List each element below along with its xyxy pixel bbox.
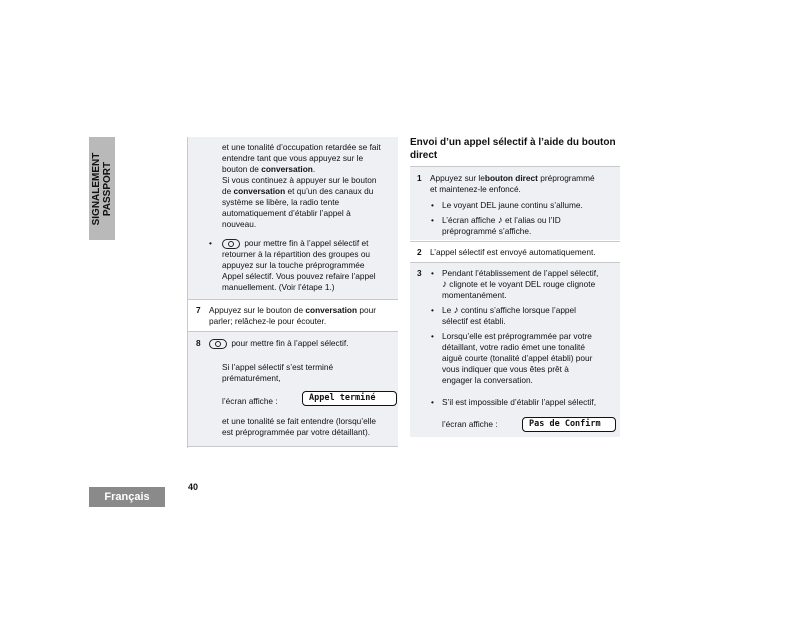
music-note-icon: ♪ bbox=[497, 215, 503, 226]
page-number: 40 bbox=[188, 482, 199, 492]
paragraph-line: bouton de conversation. bbox=[222, 164, 316, 174]
paragraph-line: entendre tant que vous appuyez sur le bbox=[222, 153, 364, 163]
bullet-line: Le ♪ continu s’affiche lorsque l’appel bbox=[442, 305, 577, 316]
section-tab-label: SIGNALEMENT PASSPORT bbox=[91, 152, 113, 225]
section-tab bbox=[89, 137, 115, 240]
bullet-line: préprogrammé s’affiche. bbox=[442, 226, 532, 236]
paragraph-line: nouveau. bbox=[222, 219, 257, 229]
bullet: • bbox=[431, 215, 434, 225]
bullet-line: L’écran affiche ♪ et l’alias ou l’ID bbox=[442, 215, 561, 226]
language-tab: Français bbox=[89, 487, 165, 507]
paragraph-line: est préprogrammée par votre détaillant). bbox=[222, 427, 371, 437]
bullet-line: engager la conversation. bbox=[442, 375, 533, 385]
screen-label: l’écran affiche : bbox=[222, 396, 278, 406]
bullet-line: manuellement. (Voir l’étape 1.) bbox=[222, 282, 335, 292]
paragraph-line: prématurément, bbox=[222, 373, 281, 383]
step-divider bbox=[188, 446, 398, 447]
lcd-display: Pas de Confirm bbox=[522, 417, 616, 432]
step-divider bbox=[410, 241, 620, 242]
paragraph-line: Si vous continuez à appuyer sur le bouton bbox=[222, 175, 377, 185]
bullet: • bbox=[209, 238, 212, 248]
home-key-icon bbox=[209, 339, 227, 349]
paragraph-line: automatiquement d’établir l’appel à bbox=[222, 208, 351, 218]
bullet-line: S’il est impossible d’établir l’appel sélectif, bbox=[442, 397, 597, 407]
step-line: Appuyez sur lebouton direct préprogrammé bbox=[430, 173, 595, 183]
bullet-line: aiguë courte (tonalité d’appel établi) pour bbox=[442, 353, 593, 363]
bullet-line: Pendant l’établissement de l’appel sélectif, bbox=[442, 268, 599, 278]
lcd-display: Appel terminé bbox=[302, 391, 397, 406]
step-line: Appuyez sur le bouton de conversation pour bbox=[209, 305, 376, 315]
bullet-line: ♪ clignote et le voyant DEL rouge clignote bbox=[442, 279, 596, 290]
bullet: • bbox=[431, 305, 434, 315]
step-number: 8 bbox=[196, 338, 201, 348]
bullet-line: détaillant, votre radio émet une tonalité bbox=[442, 342, 585, 352]
step-line: parler; relâchez-le pour écouter. bbox=[209, 316, 327, 326]
bullet-line: appuyez sur la touche préprogrammée bbox=[222, 260, 365, 270]
step-divider bbox=[188, 299, 398, 300]
bullet-line: retourner à la répartition des groupes ou bbox=[222, 249, 371, 259]
home-key-icon bbox=[222, 239, 240, 249]
step-line: et maintenez-le enfoncé. bbox=[430, 184, 521, 194]
music-note-icon: ♪ bbox=[442, 279, 447, 290]
step-number: 7 bbox=[196, 305, 201, 315]
paragraph-line: Si l’appel sélectif s’est terminé bbox=[222, 362, 334, 372]
bullet-line: vous indiquer que vous êtes prêt à bbox=[442, 364, 569, 374]
music-note-icon: ♪ bbox=[453, 305, 459, 316]
bullet: • bbox=[431, 397, 434, 407]
screen-label: l’écran affiche : bbox=[442, 419, 498, 429]
paragraph-line: système se libère, la radio tente bbox=[222, 197, 340, 207]
bullet-line: pour mettre fin à l’appel sélectif et bbox=[222, 238, 368, 249]
bullet-line: Appel sélectif. Vous pouvez refaire l’appel bbox=[222, 271, 376, 281]
step-line: pour mettre fin à l’appel sélectif. bbox=[209, 338, 348, 349]
step-line: L’appel sélectif est envoyé automatiquement. bbox=[430, 247, 596, 257]
bullet-line: Lorsqu’elle est préprogrammée par votre bbox=[442, 331, 592, 341]
paragraph-line: de conversation et qu’un des canaux du bbox=[222, 186, 374, 196]
step-number: 2 bbox=[417, 247, 422, 257]
bullet-line: Le voyant DEL jaune continu s’allume. bbox=[442, 200, 583, 210]
section-heading: Envoi d’un appel sélectif à l’aide du bouton direct bbox=[410, 137, 616, 161]
bullet-line: momentanément. bbox=[442, 290, 507, 300]
paragraph-line: et une tonalité d’occupation retardée se fait bbox=[222, 142, 381, 152]
bullet: • bbox=[431, 200, 434, 210]
step-number: 1 bbox=[417, 173, 422, 183]
bullet-line: sélectif est établi. bbox=[442, 316, 506, 326]
paragraph-line: et une tonalité se fait entendre (lorsqu’elle bbox=[222, 416, 377, 426]
bullet: • bbox=[431, 268, 434, 278]
bullet: • bbox=[431, 331, 434, 341]
step-number: 3 bbox=[417, 268, 422, 278]
